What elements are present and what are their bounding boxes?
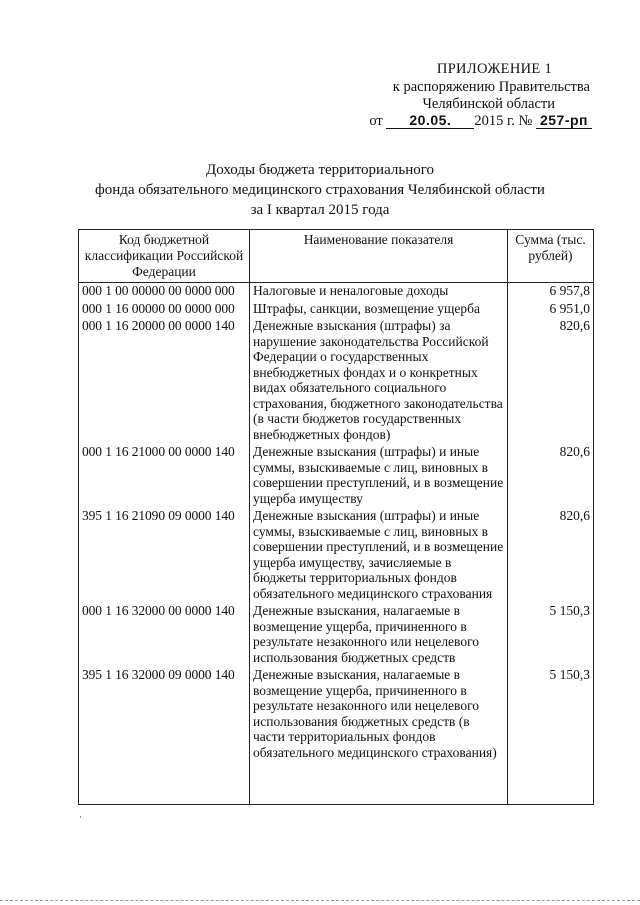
- scan-speck: ·: [79, 812, 82, 822]
- table-row: [79, 667, 594, 762]
- appendix-region-line: Челябинской области: [422, 96, 555, 112]
- year-number-label: 2015 г. №: [474, 113, 533, 129]
- budget-code: 000 1 16 32000 00 0000 140: [79, 603, 250, 667]
- budget-code: 395 1 16 21090 09 0000 140: [79, 508, 250, 603]
- table-row: [79, 283, 594, 301]
- amount-value: 820,6: [508, 508, 594, 603]
- table-row: [79, 508, 594, 603]
- empty-cell: [508, 762, 594, 805]
- column-header-code: Код бюджетной классификации Российской Федерации: [79, 230, 250, 283]
- column-header-name: Наименование показателя: [250, 230, 508, 283]
- appendix-date-line: [369, 112, 592, 130]
- budget-code: 000 1 16 00000 00 0000 000: [79, 301, 250, 319]
- table-row: [79, 318, 594, 444]
- handwritten-date: 20.05.: [386, 113, 474, 129]
- budget-code: 000 1 00 00000 00 0000 000: [79, 283, 250, 301]
- income-table: [78, 229, 594, 805]
- indicator-name: Денежные взыскания (штрафы) и иные суммы, взыскиваемые с лиц, виновных в совершении преступлений, и в возмещение ущерба имуществу: [250, 444, 508, 508]
- indicator-name: Штрафы, санкции, возмещение ущерба: [250, 301, 508, 319]
- empty-cell: [79, 762, 250, 805]
- amount-value: 820,6: [508, 444, 594, 508]
- amount-value: 820,6: [508, 318, 594, 444]
- budget-code: 000 1 16 21000 00 0000 140: [79, 444, 250, 508]
- indicator-name: Денежные взыскания (штрафы) и иные суммы, взыскиваемые с лиц, виновных в совершении преступлений, и в возмещение ущерба имуществу, зачисляемые в бюджеты территориальных фондов обязательного медицинского страхования: [250, 508, 508, 603]
- table-row: [79, 301, 594, 319]
- scan-edge-line: [0, 900, 640, 901]
- title-line-1: Доходы бюджета территориального: [205, 162, 435, 178]
- amount-value: 5 150,3: [508, 667, 594, 762]
- empty-cell: [250, 762, 508, 805]
- title-line-2: фонда обязательного медицинского страхования Челябинской области: [95, 182, 545, 198]
- title-line-3: за I квартал 2015 года: [250, 202, 390, 218]
- budget-code: 395 1 16 32000 09 0000 140: [79, 667, 250, 762]
- indicator-name: Денежные взыскания, налагаемые в возмещение ущерба, причиненного в результате незаконного или нецелевого использования бюджетных средств: [250, 603, 508, 667]
- date-prefix: от: [369, 113, 383, 129]
- table-empty-row: [79, 762, 594, 805]
- amount-value: 6 957,8: [508, 283, 594, 301]
- amount-value: 5 150,3: [508, 603, 594, 667]
- handwritten-number: 257-рп: [536, 113, 592, 129]
- indicator-name: Денежные взыскания (штрафы) за нарушение законодательства Российской Федерации о государственных внебюджетных фондах и о конкретных видах обязательного социального страхования, бюджетного законодательства (в части бюджетов государственных внебюджетных фондов): [250, 318, 508, 444]
- amount-value: 6 951,0: [508, 301, 594, 319]
- indicator-name: Денежные взыскания, налагаемые в возмещение ущерба, причиненного в результате незаконного или нецелевого использования бюджетных средств (в части территориальных фондов обязательного медицинского страхования): [250, 667, 508, 762]
- document-title: [0, 160, 640, 220]
- appendix-decree-line: к распоряжению Правительства: [392, 79, 590, 95]
- column-header-amount: Сумма (тыс. рублей): [508, 230, 594, 283]
- appendix-title: ПРИЛОЖЕНИЕ 1: [436, 61, 552, 77]
- indicator-name: Налоговые и неналоговые доходы: [250, 283, 508, 301]
- budget-code: 000 1 16 20000 00 0000 140: [79, 318, 250, 444]
- table-header-row: [79, 230, 594, 283]
- table-row: [79, 444, 594, 508]
- table-row: [79, 603, 594, 667]
